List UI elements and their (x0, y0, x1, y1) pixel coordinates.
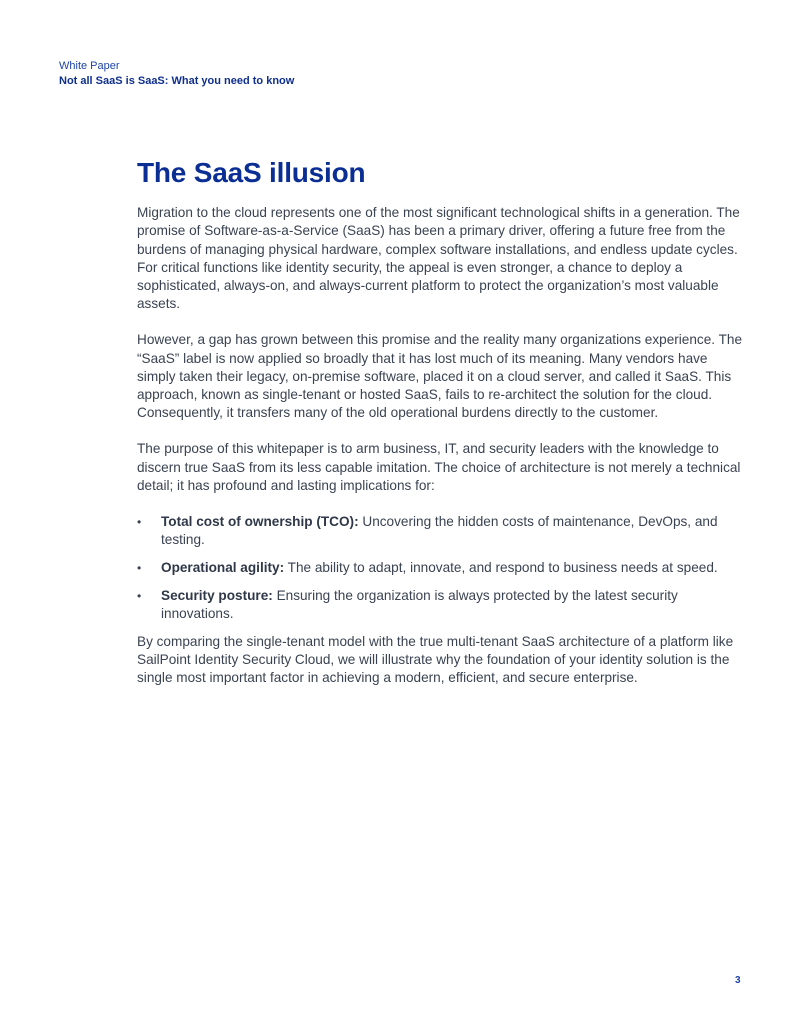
bullet-marker: • (137, 514, 142, 529)
page-number: 3 (735, 975, 741, 986)
paragraph-intro: Migration to the cloud represents one of the most significant technological shifts in a generation. The promise of Software-as-a-Service (SaaS) has been a primary driver, offering a future free from the burdens of managing physical hardware, complex software installations, and endless update cycles. For critical functions like identity security, the appeal is even stronger, a chance to deploy a sophisticated, always-on, and always-current platform to protect the organization’s most valuable assets. (137, 205, 740, 312)
paragraph-gap: However, a gap has grown between this promise and the reality many organizations experience. The “SaaS” label is now applied so broadly that it has lost much of its meaning. Many vendors have simply taken their legacy, on-premise software, placed it on a cloud server, and called it SaaS. This approach, known as single-tenant or hosted SaaS, fails to re-architect the solution for the cloud. Consequently, it transfers many of the old operational burdens directly to the customer. (137, 332, 743, 421)
list-item-agility (137, 559, 745, 577)
bullet-marker: • (137, 560, 142, 575)
bullet-marker: • (137, 588, 142, 603)
paragraph-purpose: The purpose of this whitepaper is to arm business, IT, and security leaders with the knowledge to discern true SaaS from its less capable imitation. The choice of architecture is not merely a technical detail; it has profound and lasting implications for: (137, 441, 741, 493)
list-item-term: Operational agility: (161, 559, 285, 575)
list-item-text: Ensuring the organization is always protected by the latest security innovations. (161, 587, 678, 621)
list-item-text: The ability to adapt, innovate, and respond to business needs at speed. (284, 559, 718, 575)
implications-list (137, 513, 745, 623)
list-item-term: Total cost of ownership (TCO): (161, 513, 359, 529)
list-item-tco (137, 513, 745, 550)
document-title: Not all SaaS is SaaS: What you need to know (59, 75, 295, 87)
section-heading: The SaaS illusion (137, 157, 366, 188)
main-content (137, 153, 745, 705)
list-item-security (137, 587, 745, 624)
paragraph-closing: By comparing the single-tenant model with the true multi-tenant SaaS architecture of a platform like SailPoint Identity Security Cloud, we will illustrate why the foundation of your identity solution is the single most important factor in achieving a modern, efficient, and secure enterprise. (137, 633, 734, 686)
document-type-label: White Paper (59, 60, 120, 72)
document-header (59, 59, 294, 89)
list-item-text: Uncovering the hidden costs of maintenance, DevOps, and testing. (161, 513, 718, 547)
list-item-term: Security posture: (161, 587, 273, 603)
